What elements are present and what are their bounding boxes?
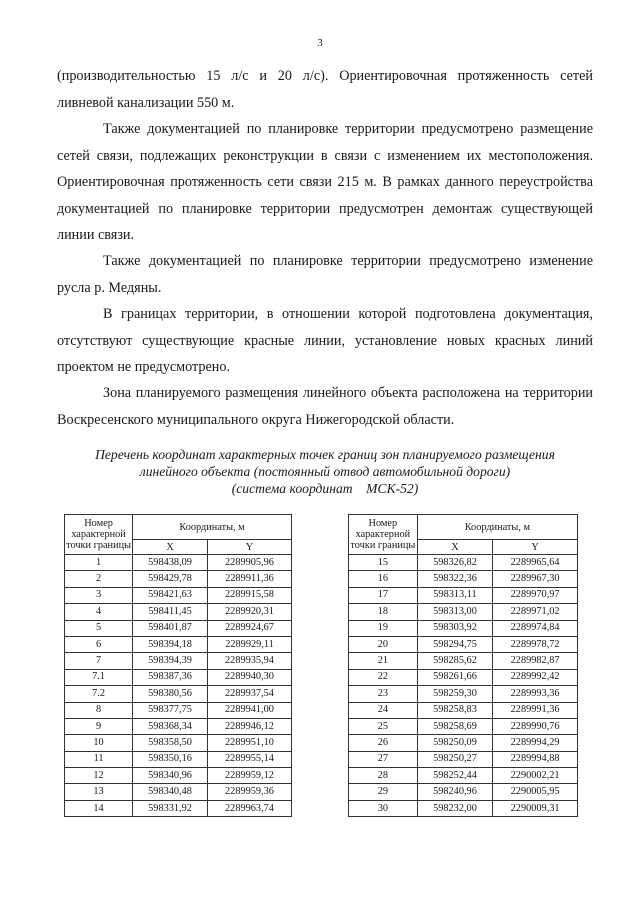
x-coordinate-cell: 598411,45	[133, 604, 208, 620]
table-row	[65, 555, 292, 571]
y-coordinate-cell: 2289994,29	[493, 735, 578, 751]
x-coordinate-cell: 598350,16	[133, 751, 208, 767]
caption-line-2: линейного объекта (постоянный отвод автомобильной дороги)	[139, 464, 511, 479]
x-coordinate-cell: 598250,27	[417, 751, 493, 767]
caption-line-3: (система координат МСК-52)	[231, 481, 419, 496]
y-coordinate-cell: 2289965,64	[493, 555, 578, 571]
point-number-cell: 22	[349, 669, 418, 685]
point-number-cell: 24	[349, 702, 418, 718]
table-row	[65, 571, 292, 587]
point-number-cell: 17	[349, 587, 418, 603]
table-row	[65, 800, 292, 816]
x-coordinate-cell: 598438,09	[133, 555, 208, 571]
point-number-cell: 28	[349, 768, 418, 784]
x-coordinate-cell: 598259,30	[417, 686, 493, 702]
table-row	[65, 784, 292, 800]
table-row	[349, 686, 578, 702]
point-number-cell: 30	[349, 800, 418, 816]
y-coordinate-cell: 2289920,31	[208, 604, 292, 620]
x-coordinate-cell: 598421,63	[133, 587, 208, 603]
y-coordinate-cell: 2290002,21	[493, 768, 578, 784]
point-number-cell: 15	[349, 555, 418, 571]
y-coordinate-cell: 2289994,88	[493, 751, 578, 767]
x-coordinate-cell: 598326,82	[417, 555, 493, 571]
y-coordinate-cell: 2290009,31	[493, 800, 578, 816]
table-body-left	[65, 555, 292, 817]
table-row	[349, 768, 578, 784]
paragraph-zone-location: Зона планируемого размещения линейного объекта расположена на территории Воскресенского муниципального округа Нижегородской области.	[57, 385, 593, 428]
y-coordinate-cell: 2289924,67	[208, 620, 292, 636]
table-row	[349, 751, 578, 767]
page-number: 3	[317, 37, 323, 49]
paragraph-river-bed: Также документацией по планировке территории предусмотрено изменение русла р. Медяны.	[57, 253, 593, 296]
table-row	[65, 751, 292, 767]
table-row	[65, 686, 292, 702]
coordinates-table-left	[64, 514, 292, 817]
point-number-cell: 19	[349, 620, 418, 636]
header-x: X	[133, 540, 208, 555]
caption-line-1: Перечень координат характерных точек границ зон планируемого размещения	[95, 447, 555, 462]
x-coordinate-cell: 598240,96	[417, 784, 493, 800]
y-coordinate-cell: 2289990,76	[493, 718, 578, 734]
x-coordinate-cell: 598380,56	[133, 686, 208, 702]
x-coordinate-cell: 598340,96	[133, 768, 208, 784]
table-row	[349, 555, 578, 571]
x-coordinate-cell: 598252,44	[417, 768, 493, 784]
paragraph-storm-sewer: (производительностью 15 л/с и 20 л/с). Ориентировочная протяженность сетей ливневой канализации 550 м.	[57, 68, 593, 111]
y-coordinate-cell: 2289951,10	[208, 735, 292, 751]
y-coordinate-cell: 2289970,97	[493, 587, 578, 603]
x-coordinate-cell: 598387,36	[133, 669, 208, 685]
table-row	[349, 718, 578, 734]
header-y: Y	[493, 540, 578, 555]
y-coordinate-cell: 2289967,30	[493, 571, 578, 587]
x-coordinate-cell: 598232,00	[417, 800, 493, 816]
point-number-cell: 14	[65, 800, 133, 816]
y-coordinate-cell: 2289992,42	[493, 669, 578, 685]
x-coordinate-cell: 598429,78	[133, 571, 208, 587]
header-x: X	[417, 540, 493, 555]
table-row	[65, 636, 292, 652]
header-point-number: Номер характерной точки границы	[349, 515, 418, 555]
point-number-cell: 25	[349, 718, 418, 734]
header-coordinates: Координаты, м	[417, 515, 577, 540]
x-coordinate-cell: 598303,92	[417, 620, 493, 636]
paragraph-communication-networks: Также документацией по планировке территории предусмотрено размещение сетей связи, подлежащих реконструкции в связи с изменением их местоположения. Ориентировочная протяженность сети связи 215 м. В рамках данного переустройства документацией по планировке территории предусмотрен демонтаж существующей линии связи.	[57, 121, 593, 243]
point-number-cell: 13	[65, 784, 133, 800]
paragraph-red-lines: В границах территории, в отношении которой подготовлена документация, отсутствуют существующие красные линии, установление новых красных линий проектом не предусмотрено.	[57, 306, 593, 375]
table-row	[65, 669, 292, 685]
table-row	[65, 653, 292, 669]
table-row	[65, 718, 292, 734]
header-point-number: Номер характерной точки границы	[65, 515, 133, 555]
point-number-cell: 3	[65, 587, 133, 603]
point-number-cell: 5	[65, 620, 133, 636]
point-number-cell: 21	[349, 653, 418, 669]
x-coordinate-cell: 598358,50	[133, 735, 208, 751]
table-row	[65, 702, 292, 718]
coordinates-table-right	[348, 514, 578, 817]
table-row	[65, 735, 292, 751]
y-coordinate-cell: 2289959,12	[208, 768, 292, 784]
table-row	[349, 587, 578, 603]
y-coordinate-cell: 2289905,96	[208, 555, 292, 571]
point-number-cell: 4	[65, 604, 133, 620]
table-row	[65, 587, 292, 603]
table-row	[65, 620, 292, 636]
x-coordinate-cell: 598368,34	[133, 718, 208, 734]
y-coordinate-cell: 2289935,94	[208, 653, 292, 669]
y-coordinate-cell: 2289993,36	[493, 686, 578, 702]
table-row	[349, 636, 578, 652]
point-number-cell: 1	[65, 555, 133, 571]
point-number-cell: 7.1	[65, 669, 133, 685]
table-row	[349, 702, 578, 718]
x-coordinate-cell: 598331,92	[133, 800, 208, 816]
point-number-cell: 2	[65, 571, 133, 587]
x-coordinate-cell: 598394,18	[133, 636, 208, 652]
y-coordinate-cell: 2289940,30	[208, 669, 292, 685]
y-coordinate-cell: 2289974,84	[493, 620, 578, 636]
y-coordinate-cell: 2289963,74	[208, 800, 292, 816]
x-coordinate-cell: 598261,66	[417, 669, 493, 685]
x-coordinate-cell: 598313,11	[417, 587, 493, 603]
x-coordinate-cell: 598313,00	[417, 604, 493, 620]
x-coordinate-cell: 598250,09	[417, 735, 493, 751]
y-coordinate-cell: 2289911,36	[208, 571, 292, 587]
table-row	[349, 604, 578, 620]
point-number-cell: 20	[349, 636, 418, 652]
table-row	[349, 653, 578, 669]
point-number-cell: 11	[65, 751, 133, 767]
point-number-cell: 8	[65, 702, 133, 718]
y-coordinate-cell: 2289941,00	[208, 702, 292, 718]
table-caption	[50, 446, 600, 497]
x-coordinate-cell: 598258,69	[417, 718, 493, 734]
x-coordinate-cell: 598258,83	[417, 702, 493, 718]
y-coordinate-cell: 2290005,95	[493, 784, 578, 800]
table-row	[65, 768, 292, 784]
table-row	[65, 604, 292, 620]
y-coordinate-cell: 2289971,02	[493, 604, 578, 620]
x-coordinate-cell: 598294,75	[417, 636, 493, 652]
y-coordinate-cell: 2289982,87	[493, 653, 578, 669]
x-coordinate-cell: 598377,75	[133, 702, 208, 718]
point-number-cell: 18	[349, 604, 418, 620]
point-number-cell: 12	[65, 768, 133, 784]
point-number-cell: 16	[349, 571, 418, 587]
x-coordinate-cell: 598401,87	[133, 620, 208, 636]
header-coordinates: Координаты, м	[133, 515, 292, 540]
point-number-cell: 29	[349, 784, 418, 800]
y-coordinate-cell: 2289978,72	[493, 636, 578, 652]
x-coordinate-cell: 598340,48	[133, 784, 208, 800]
y-coordinate-cell: 2289991,36	[493, 702, 578, 718]
y-coordinate-cell: 2289915,58	[208, 587, 292, 603]
point-number-cell: 7	[65, 653, 133, 669]
table-row	[349, 784, 578, 800]
point-number-cell: 7.2	[65, 686, 133, 702]
point-number-cell: 27	[349, 751, 418, 767]
point-number-cell: 10	[65, 735, 133, 751]
point-number-cell: 23	[349, 686, 418, 702]
table-row	[349, 800, 578, 816]
y-coordinate-cell: 2289929,11	[208, 636, 292, 652]
table-row	[349, 571, 578, 587]
header-y: Y	[208, 540, 292, 555]
table-body-right	[349, 555, 578, 817]
x-coordinate-cell: 598285,62	[417, 653, 493, 669]
y-coordinate-cell: 2289937,54	[208, 686, 292, 702]
y-coordinate-cell: 2289955,14	[208, 751, 292, 767]
table-row	[349, 620, 578, 636]
table-row	[349, 669, 578, 685]
x-coordinate-cell: 598394,39	[133, 653, 208, 669]
point-number-cell: 26	[349, 735, 418, 751]
y-coordinate-cell: 2289959,36	[208, 784, 292, 800]
point-number-cell: 9	[65, 718, 133, 734]
table-row	[349, 735, 578, 751]
x-coordinate-cell: 598322,36	[417, 571, 493, 587]
point-number-cell: 6	[65, 636, 133, 652]
y-coordinate-cell: 2289946,12	[208, 718, 292, 734]
